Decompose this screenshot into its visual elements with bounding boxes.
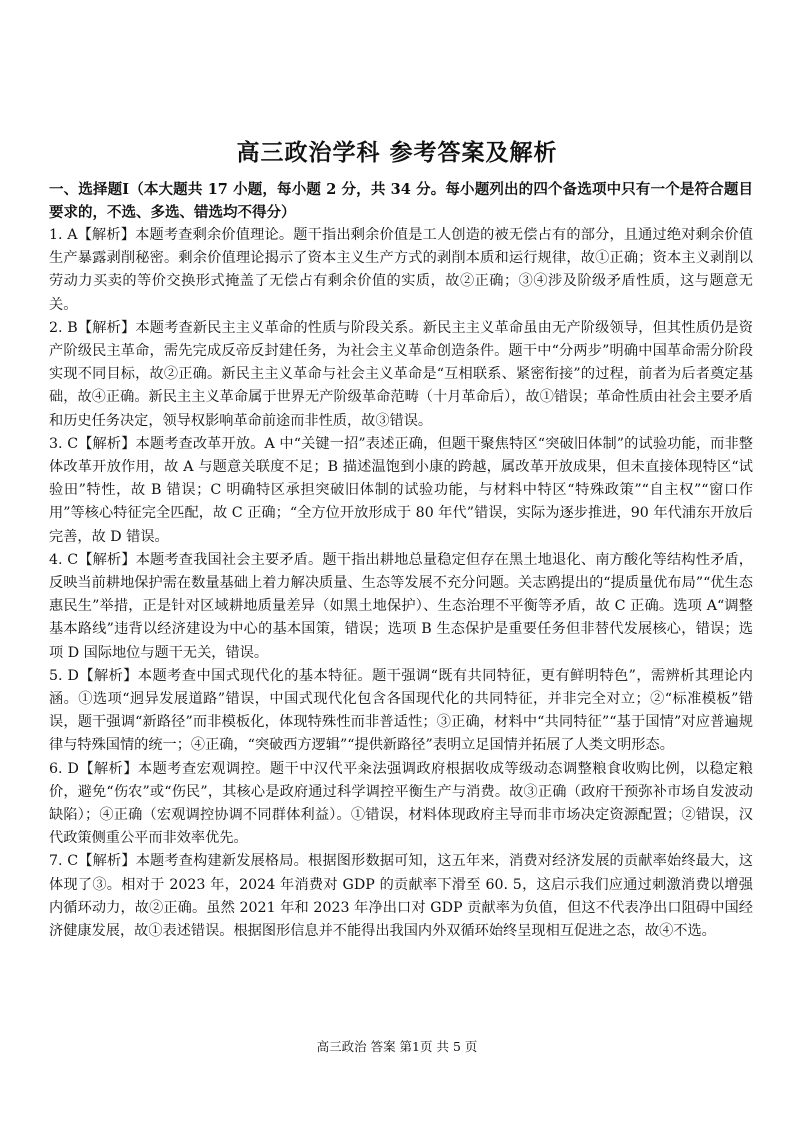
answer-item-6 [49,758,753,851]
item-explanation: 本题考查宏观调控。题干中汉代平籴法强调政府根据收成等级动态调整粮食收购比例，以稳定粮价，避免“伤农”或“伤民”，其核心是政府通过科学调控平衡生产与消费。故③正确（政府干预弥补市场自发波动缺陷）；④正确（宏观调控协调不同群体利益）。①错误，材料体现政府主导而非市场决定资源配置；②错误，汉代政策侧重公平而非效率优先。 [49,760,753,847]
page-footer: 高三政治 答案 第1页 共 5 页 [316,1039,478,1054]
section-heading: 一、选择题Ⅰ（本大题共 17 小题，每小题 2 分，共 34 分。每小题列出的四个备选项中只有一个是符合题目要求的，不选、多选、错选均不得分） [49,181,753,221]
item-explanation: 本题考查新民主主义革命的性质与阶段关系。新民主主义革命虽由无产阶级领导，但其性质仍是资产阶级民主革命，需先完成反帝反封建任务，为社会主义革命创造条件。题干中“分两步”明确中国革命需分阶段实现不同目标，故②正确。新民主主义革命与社会主义革命是“互相联系、紧密衔接”的过程，前者为后者奠定基础，故④正确。新民主主义革命属于世界无产阶级革命范畴（十月革命后），故①错误；革命性质由社会主要矛盾和历史任务决定，领导权影响革命前途而非性质，故③错误。 [49,319,753,429]
item-explanation: 本题考查改革开放。A 中“关键一招”表述正确，但题干聚焦特区“突破旧体制”的试验功能，而非整体改革开放作用，故 A 与题意关联度不足；B 描述温饱到小康的跨越，属改革开放成果，但未直接体现特区“试验田”特性，故 B 错误；C 明确特区承担突破旧体制的试验功能，与材料中特区“特殊政策”“自主权”“窗口作用”等核心特征完全匹配，故 C 正确；“全方位开放形成于 80 年代”错误，实际为逐步推进，90 年代浦东开放后完善，故 D 错误。 [49,435,753,545]
item-explanation: 本题考查中国式现代化的基本特征。题干强调“既有共同特征，更有鲜明特色”，需辨析其理论内涵。①选项“迥异发展道路”错误，中国式现代化包含各国现代化的共同特征，并非完全对立；②“标准模板”错误，题干强调“新路径”而非模板化，体现特殊性而非普适性；③正确，材料中“共同特征”“基于国情”对应普遍规律与特殊国情的统一；④正确，“突破西方逻辑”“提供新路径”表明立足国情并拓展了人类文明形态。 [49,667,753,754]
answer-content [49,178,753,943]
item-answer: B [67,319,78,336]
item-tag: 【解析】 [77,227,136,243]
item-explanation: 本题考查我国社会主要矛盾。题干指出耕地总量稳定但存在黑土地退化、南方酸化等结构性矛盾，反映当前耕地保护需在数量基础上着力解决质量、生态等发展不充分问题。关志鸥提出的“提质量优布局”“优生态惠民生”举措，正是针对区域耕地质量差异（如黑土地保护）、生态治理不平衡等矛盾，故 C 正确。选项 A“调整基本路线”违背以经济建设为中心的基本国策，错误；选项 B 生态保护是重要任务但非替代发展核心，错误；选项 D 国际地位与题干无关，错误。 [49,551,753,661]
item-tag: 【解析】 [78,760,138,777]
answer-item-3 [49,433,753,549]
answer-item-7 [49,850,753,943]
item-tag: 【解析】 [78,435,136,452]
item-explanation: 本题考查构建新发展格局。根据图形数据可知，这五年来，消费对经济发展的贡献率始终最大，这体现了③。相对于 2023 年，2024 年消费对 GDP 的贡献率下滑至 60. 5，这启示我们应通过刺激消费以增强内循环动力，故②正确。虽然 2021 年和 2023 年净出口对 GDP 贡献率为负值，但这不代表净出口阻碍中国经济健康发展，故①表述错误。根据图形信息并不能得出我国内外双循环始终呈现相互促进之态，故④不选。 [49,853,753,940]
item-answer: A [67,227,78,243]
answer-item-4 [49,549,753,665]
item-number: 6. [49,760,63,777]
item-tag: 【解析】 [78,853,136,870]
item-number: 3. [49,435,63,452]
item-number: 1. [49,227,63,243]
item-number: 5. [49,667,63,684]
item-answer: D [67,760,79,777]
answer-item-1 [49,224,753,317]
item-number: 7. [49,853,63,870]
item-answer: C [67,853,79,870]
answer-item-5 [49,665,753,758]
item-number: 4. [49,551,63,568]
item-answer: C [67,551,79,568]
item-answer: D [67,667,79,684]
page-title: 高三政治学科 参考答案及解析 [236,139,558,166]
item-tag: 【解析】 [78,667,138,684]
item-explanation: 本题考查剩余价值理论。题干指出剩余价值是工人创造的被无偿占有的部分，且通过绝对剩余价值生产暴露剥削秘密。剩余价值理论揭示了资本主义生产方式的剥削本质和运行规律，故①正确；资本主义剥削以劳动力买卖的等价交换形式掩盖了无偿占有剩余价值的实质，故②正确；③④涉及阶级矛盾性质，这与题意无关。 [49,227,753,313]
item-tag: 【解析】 [77,319,136,336]
item-tag: 【解析】 [78,551,136,568]
item-number: 2. [49,319,63,336]
item-answer: C [67,435,79,452]
answer-item-2 [49,317,753,433]
